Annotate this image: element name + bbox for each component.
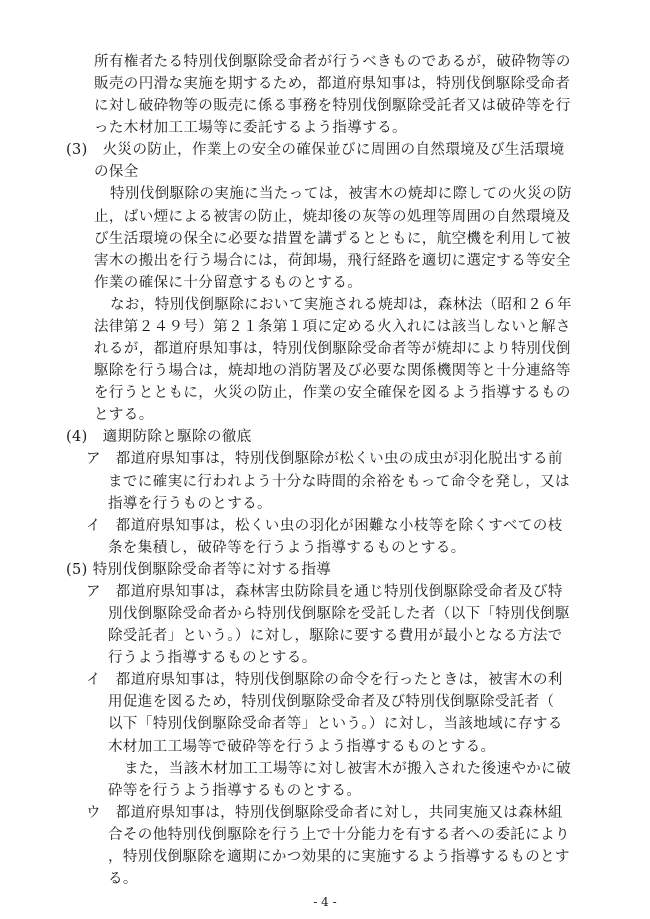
- list-item: ウ 都道府県知事は，特別伐倒駆除受命者に対し，共同実施又は森林組: [86, 805, 563, 821]
- list-item: イ 都道府県知事は，松くい虫の羽化が困難な小枝等を除くすべての枝: [86, 518, 563, 534]
- text-line: なお，特別伐倒駆除において実施される焼却は，森林法（昭和２６年: [110, 297, 572, 313]
- text-line: ，特別伐倒駆除を適期にかつ効果的に実施するよう指導するものとす: [108, 849, 570, 865]
- text-line: 特別伐倒駆除の実施に当たっては，被害木の焼却に際しての火災の防: [110, 186, 572, 202]
- text-line: れるが，都道府県知事は，特別伐倒駆除受命者等が焼却により特別伐倒: [94, 341, 571, 357]
- text-line: び生活環境の保全に必要な措置を講ずるとともに，航空機を利用して被: [94, 231, 571, 247]
- text-line: 所有権者たる特別伐倒駆除受命者が行うべきものであるが，破砕物等の: [94, 54, 571, 70]
- text-line: とする。: [94, 407, 154, 423]
- text-line: 販売の円滑な実施を期するため，都道府県知事は，特別伐倒駆除受命者: [94, 76, 571, 92]
- section-heading: (4) 適期防除と駆除の徹底: [66, 429, 252, 445]
- section-heading: (3) 火災の防止，作業上の安全の確保並びに周囲の自然環境及び生活環境: [66, 142, 565, 158]
- text-line: 以下「特別伐倒駆除受命者等」という。）に対し，当該地域に存する: [108, 716, 563, 732]
- text-line: 指導を行うものとする。: [108, 496, 272, 512]
- list-item: ア 都道府県知事は，特別伐倒駆除が松くい虫の成虫が羽化脱出する前: [86, 451, 563, 467]
- text-line: 除受託者」という。）に対し，駆除に要する費用が最小となる方法で: [108, 628, 563, 644]
- text-line: 合その他特別伐倒駆除を行う上で十分能力を有する者への委託により: [108, 827, 570, 843]
- text-line: 木材加工工場等で破砕等を行うよう指導するものとする。: [108, 739, 496, 755]
- text-line: 害木の搬出を行う場合には，荷卸場，飛行経路を適切に選定する等安全: [94, 253, 571, 269]
- list-item: イ 都道府県知事は，特別伐倒駆除の命令を行ったときは，被害木の利: [86, 672, 563, 688]
- text-line: 駆除を行う場合は，焼却地の消防署及び必要な関係機関等と十分連絡等: [94, 363, 571, 379]
- text-line: 砕等を行うよう指導するものとする。: [108, 783, 362, 799]
- text-line: 行うよう指導するものとする。: [108, 650, 317, 666]
- text-line: までに確実に行われよう十分な時間的余裕をもって命令を発し，又は: [108, 474, 570, 490]
- text-line: また，当該木材加工工場等に対し被害木が搬入された後速やかに破: [124, 761, 571, 777]
- list-item: ア 都道府県知事は，森林害虫防除員を通じ特別伐倒駆除受命者及び特: [86, 584, 563, 600]
- text-line: を行うとともに，火災の防止，作業の安全確保を図るよう指導するもの: [94, 385, 571, 401]
- text-line: 用促進を図るため，特別伐倒駆除受命者及び特別伐倒駆除受託者（: [108, 694, 555, 710]
- text-line: の保全: [94, 164, 139, 180]
- text-line: 法律第２４９号）第２１条第１項に定める火入れには該当しないと解さ: [94, 319, 571, 335]
- page-number: - 4 -: [313, 895, 337, 909]
- text-line: る。: [108, 871, 138, 887]
- text-line: った木材加工工場等に委託するよう指導する。: [94, 120, 407, 136]
- text-line: 別伐倒駆除受命者から特別伐倒駆除を受託した者（以下「特別伐倒駆: [108, 606, 570, 622]
- section-heading: (5) 特別伐倒駆除受命者等に対する指導: [66, 562, 332, 578]
- text-line: 条を集積し，破砕等を行うよう指導するものとする。: [108, 540, 466, 556]
- text-line: 作業の確保に十分留意するものとする。: [94, 275, 363, 291]
- text-line: に対し破砕物等の販売に係る事務を特別伐倒駆除受託者又は破砕等を行: [94, 98, 571, 114]
- text-line: 止，ばい煙による被害の防止，焼却後の灰等の処理等周囲の自然環境及: [94, 209, 571, 225]
